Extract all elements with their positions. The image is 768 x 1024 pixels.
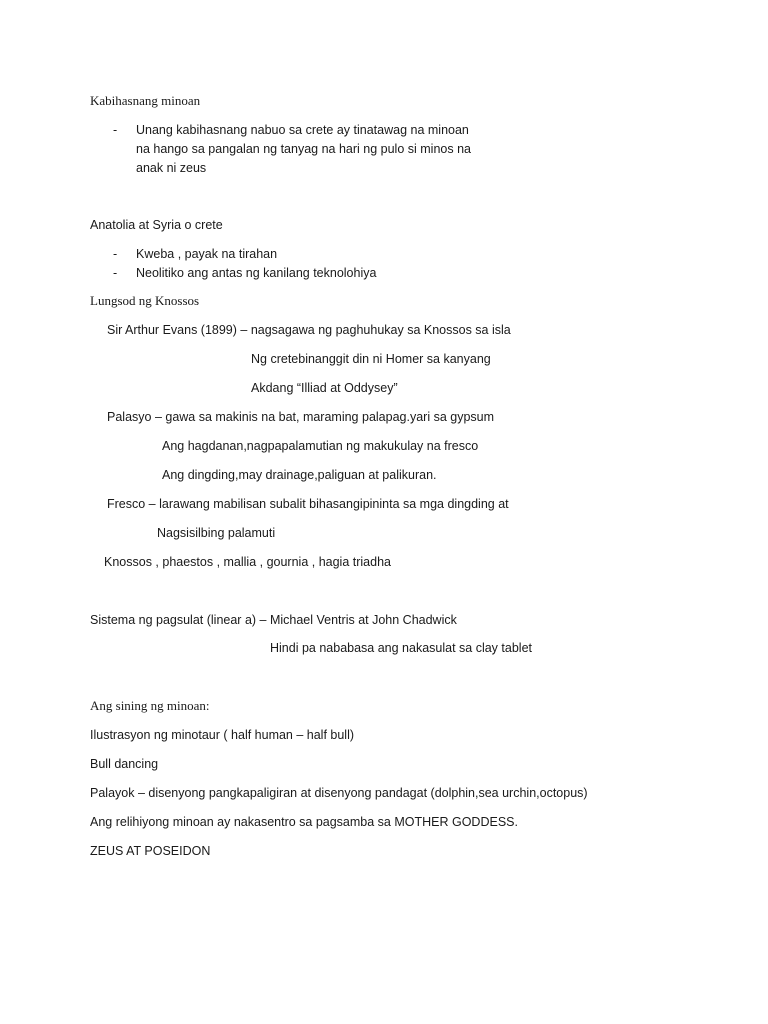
writing-line-2: Hindi pa nababasa ang nakasulat sa clay tablet bbox=[270, 641, 532, 655]
bullet-dash: - bbox=[113, 266, 118, 280]
minoan-bullet-line-3: anak ni zeus bbox=[136, 161, 207, 175]
minoan-bullet-line-1: Unang kabihasnang nabuo sa crete ay tinatawag na minoan bbox=[136, 123, 469, 137]
writing-line-1: Sistema ng pagsulat (linear a) – Michael Ventris at John Chadwick bbox=[90, 613, 457, 627]
art-line-1: Ilustrasyon ng minotaur ( half human – half bull) bbox=[90, 728, 355, 742]
knossos-line-7: Fresco – larawang mabilisan subalit bihasangipininta sa mga dingding at bbox=[107, 497, 509, 511]
knossos-line-1: Sir Arthur Evans (1899) – nagsagawa ng paghuhukay sa Knossos sa isla bbox=[107, 323, 511, 337]
knossos-line-2: Ng cretebinanggit din ni Homer sa kanyang bbox=[251, 352, 491, 366]
heading-kabihasnang-minoan: Kabihasnang minoan bbox=[90, 93, 201, 108]
art-line-4: Ang relihiyong minoan ay nakasentro sa pagsamba sa MOTHER GODDESS. bbox=[90, 815, 518, 829]
heading-knossos: Lungsod ng Knossos bbox=[90, 293, 200, 308]
knossos-line-9: Knossos , phaestos , mallia , gournia , hagia triadha bbox=[104, 555, 391, 569]
minoan-bullet-line-2: na hango sa pangalan ng tanyag na hari ng pulo si minos na bbox=[136, 142, 471, 156]
art-line-3: Palayok – disenyong pangkapaligiran at disenyong pandagat (dolphin,sea urchin,octopus) bbox=[90, 786, 588, 800]
knossos-line-3: Akdang “Illiad at Oddysey” bbox=[251, 381, 398, 395]
heading-sining: Ang sining ng minoan: bbox=[90, 698, 210, 713]
art-line-2: Bull dancing bbox=[90, 757, 159, 771]
knossos-line-6: Ang dingding,may drainage,paliguan at palikuran. bbox=[162, 468, 437, 482]
anatolia-bullet-2: Neolitiko ang antas ng kanilang teknolohiya bbox=[136, 266, 377, 280]
bullet-dash: - bbox=[113, 123, 118, 137]
art-line-5: ZEUS AT POSEIDON bbox=[90, 844, 211, 858]
bullet-dash: - bbox=[113, 247, 118, 261]
knossos-line-5: Ang hagdanan,nagpapalamutian ng makukulay na fresco bbox=[162, 439, 479, 453]
knossos-line-4: Palasyo – gawa sa makinis na bat, maraming palapag.yari sa gypsum bbox=[107, 410, 495, 424]
knossos-line-8: Nagsisilbing palamuti bbox=[157, 526, 276, 540]
heading-anatolia: Anatolia at Syria o crete bbox=[90, 218, 223, 232]
anatolia-bullet-1: Kweba , payak na tirahan bbox=[136, 247, 278, 261]
